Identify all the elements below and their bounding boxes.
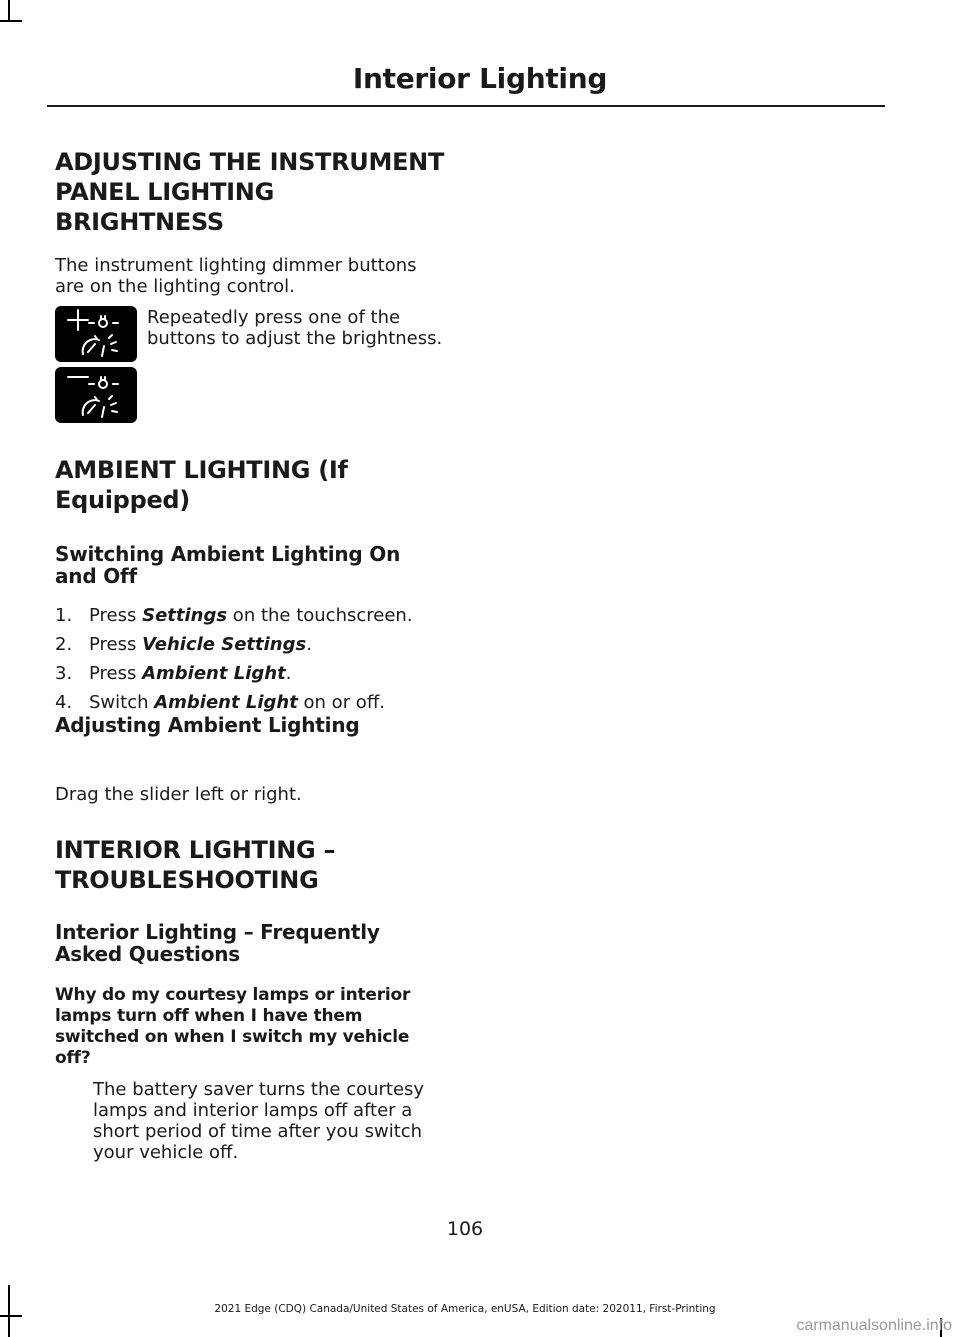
section-heading xyxy=(55,835,450,895)
step-text: on or off. xyxy=(297,692,385,713)
step-ui-label: Vehicle Settings xyxy=(142,634,307,655)
faq-answer xyxy=(93,1079,453,1163)
heading-line: ADJUSTING THE INSTRUMENT xyxy=(55,148,445,176)
subsection-heading xyxy=(55,921,450,965)
section-heading xyxy=(55,147,450,237)
list-item xyxy=(55,692,450,714)
heading-line: Switching Ambient Lighting On xyxy=(55,542,401,566)
page-title: Interior Lighting xyxy=(352,62,608,95)
body-paragraph: Drag the slider left or right. xyxy=(55,784,302,805)
text-line: buttons to adjust the brightness. xyxy=(147,328,443,349)
heading-line: Interior Lighting – Frequently xyxy=(55,920,380,944)
text-line: off? xyxy=(55,1048,91,1068)
heading-line: Asked Questions xyxy=(55,942,240,966)
step-number: 1. xyxy=(55,605,73,626)
text-line: The battery saver turns the courtesy xyxy=(93,1079,425,1100)
text-line: lamps and interior lamps off after a xyxy=(93,1100,413,1121)
dimmer-decrease-icon xyxy=(55,367,137,423)
heading-line: BRIGHTNESS xyxy=(55,208,224,236)
heading-line: and Off xyxy=(55,564,138,588)
list-item xyxy=(55,663,450,685)
step-text: Switch xyxy=(89,692,155,713)
crop-mark xyxy=(0,20,22,22)
step-text: Press xyxy=(89,663,143,684)
body-paragraph xyxy=(55,255,450,297)
subsection-heading: Adjusting Ambient Lighting xyxy=(55,713,360,737)
heading-line: INTERIOR LIGHTING – xyxy=(55,836,336,864)
step-text: . xyxy=(285,663,292,684)
text-line: lamps turn off when I have them xyxy=(55,1006,363,1026)
text-line: are on the lighting control. xyxy=(55,276,295,297)
step-ui-label: Ambient Light xyxy=(154,692,298,713)
heading-line: TROUBLESHOOTING xyxy=(55,866,319,894)
text-line: The instrument lighting dimmer buttons xyxy=(55,255,417,276)
section-heading xyxy=(55,455,450,515)
edition-line: 2021 Edge (CDQ) Canada/United States of America, enUSA, Edition date: 202011, First-Printing xyxy=(214,1303,716,1315)
step-text: on the touchscreen. xyxy=(227,605,413,626)
step-ui-label: Ambient Light xyxy=(142,663,286,684)
step-text: Press xyxy=(89,634,143,655)
heading-line: Equipped) xyxy=(55,486,190,514)
step-ui-label: Settings xyxy=(142,605,228,626)
dimmer-increase-icon xyxy=(55,306,137,362)
page-number: 106 xyxy=(446,1218,484,1240)
step-number: 3. xyxy=(55,663,73,684)
step-text: . xyxy=(306,634,312,655)
text-line: your vehicle off. xyxy=(93,1142,239,1163)
text-line: Repeatedly press one of the xyxy=(147,307,401,328)
heading-line: PANEL LIGHTING xyxy=(55,178,274,206)
crop-mark xyxy=(8,0,10,22)
list-item xyxy=(55,634,450,656)
subsection-heading xyxy=(55,543,450,587)
crop-mark xyxy=(0,1315,22,1317)
step-number: 4. xyxy=(55,692,73,713)
heading-line: AMBIENT LIGHTING (If xyxy=(55,456,348,484)
list-item xyxy=(55,605,450,627)
step-text: Press xyxy=(89,605,143,626)
step-number: 2. xyxy=(55,634,73,655)
header-divider xyxy=(47,105,885,107)
watermark: carmanualsonline.info xyxy=(796,1317,952,1334)
faq-question xyxy=(55,985,450,1069)
text-line: switched on when I switch my vehicle xyxy=(55,1027,410,1047)
text-line: short period of time after you switch xyxy=(93,1121,423,1142)
body-paragraph xyxy=(147,307,467,349)
text-line: Why do my courtesy lamps or interior xyxy=(55,985,411,1005)
